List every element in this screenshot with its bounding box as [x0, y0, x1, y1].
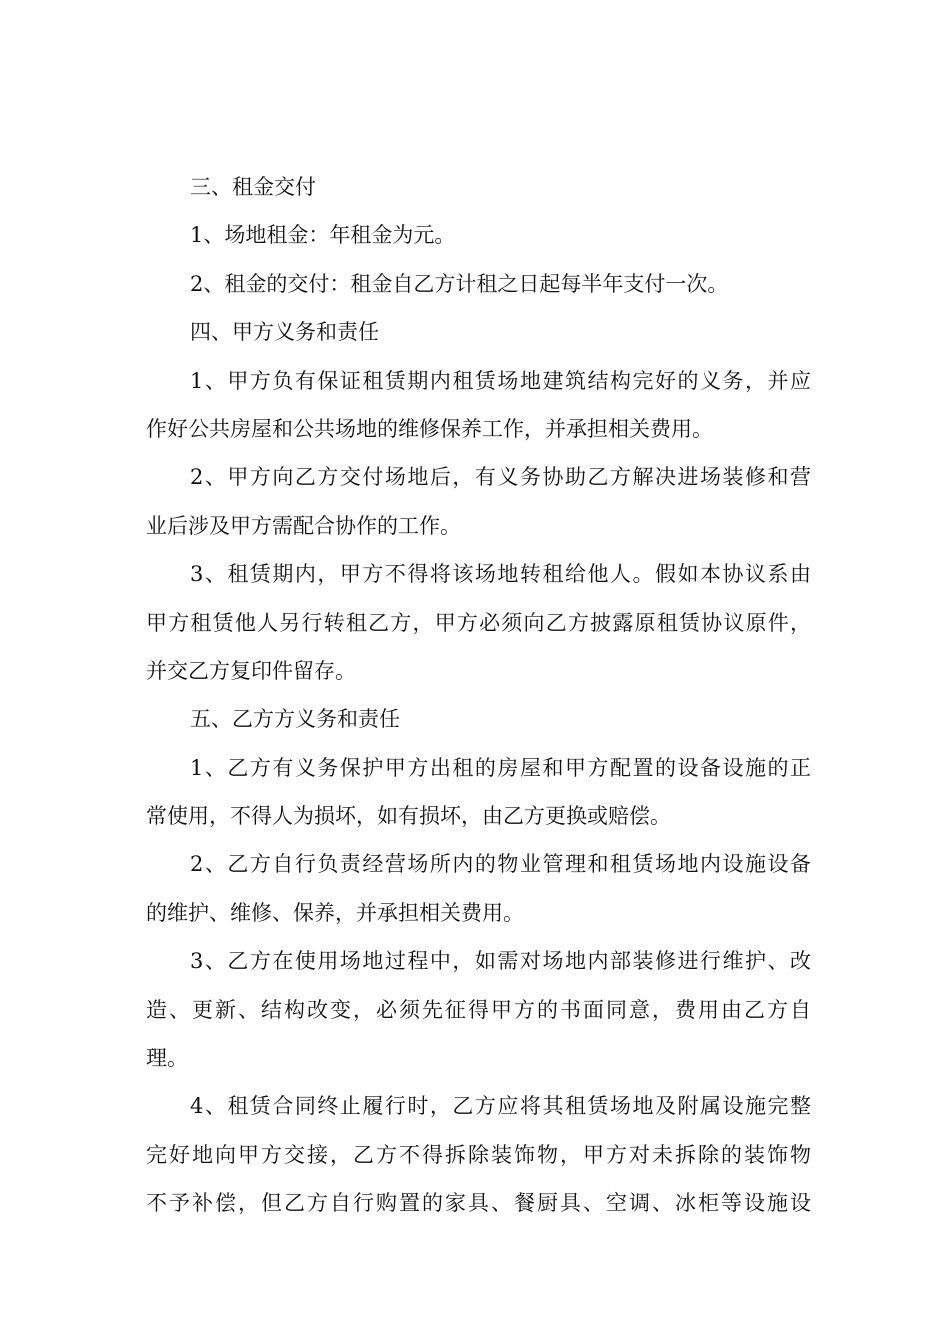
document-line: 1、甲方负有保证租赁期内租赁场地建筑结构完好的义务，并应 [190, 368, 811, 393]
document-line: 3、乙方在使用场地过程中，如需对场地内部装修进行维护、改 [190, 949, 811, 974]
document-line: 四、甲方义务和责任 [190, 320, 379, 345]
document-body [146, 163, 811, 1228]
document-line: 2、租金的交付：租金自乙方计租之日起每半年支付一次。 [190, 271, 729, 296]
document-line: 不予补偿，但乙方自行购置的家具、餐厨具、空调、冰柜等设施设 [146, 1191, 811, 1216]
document-line: 甲方租赁他人另行转租乙方，甲方必须向乙方披露原租赁协议原件， [146, 610, 811, 635]
document-line: 造、更新、结构改变，必须先征得甲方的书面同意，费用由乙方自 [146, 997, 811, 1022]
document-line: 理。 [146, 1046, 188, 1071]
document-line: 业后涉及甲方需配合协作的工作。 [146, 513, 461, 538]
document-line: 三、租金交付 [190, 175, 316, 199]
document-line: 2、乙方自行负责经营场所内的物业管理和租赁场地内设施设备 [190, 852, 811, 877]
document-line: 作好公共房屋和公共场地的维修保养工作，并承担相关费用。 [146, 416, 713, 441]
document-line: 五、乙方方义务和责任 [190, 707, 400, 732]
document-line: 3、租赁期内，甲方不得将该场地转租给他人。假如本协议系由 [190, 562, 811, 587]
document-line: 的维护、维修、保养，并承担相关费用。 [146, 900, 524, 925]
document-line: 完好地向甲方交接，乙方不得拆除装饰物，甲方对未拆除的装饰物 [146, 1142, 811, 1167]
document-line: 4、租赁合同终止履行时，乙方应将其租赁场地及附属设施完整 [190, 1094, 811, 1119]
document-line: 常使用，不得人为损坏，如有损坏，由乙方更换或赔偿。 [146, 804, 671, 829]
document-line: 2、甲方向乙方交付场地后，有义务协助乙方解决进场装修和营 [190, 465, 811, 490]
document-line: 1、场地租金：年租金为元。 [190, 223, 456, 248]
document-line: 并交乙方复印件留存。 [146, 658, 356, 683]
document-line: 1、乙方有义务保护甲方出租的房屋和甲方配置的设备设施的正 [190, 755, 811, 780]
